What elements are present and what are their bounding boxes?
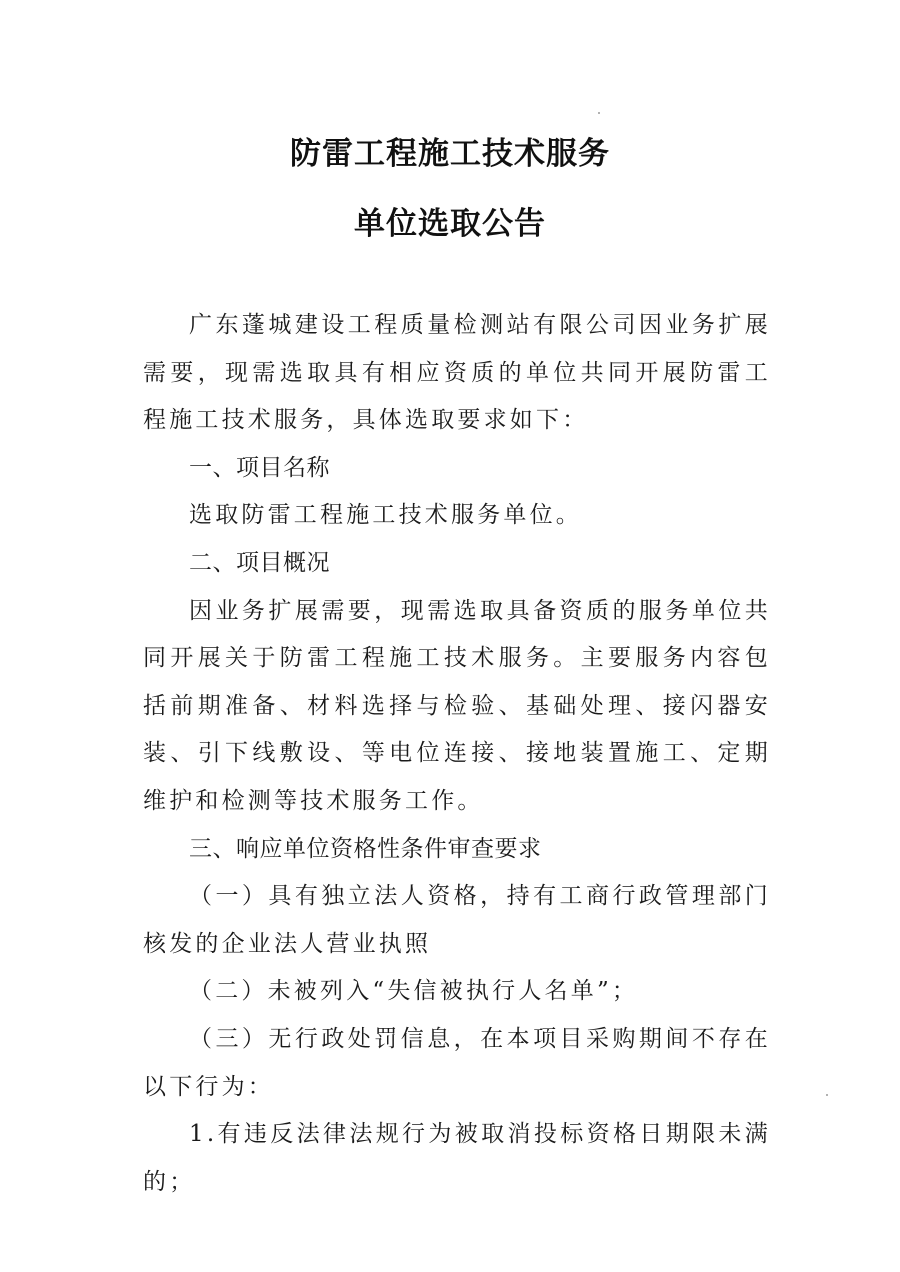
requirement-item-2: （二）未被列入“失信被执行人名单”；	[189, 978, 639, 1005]
scan-speck	[598, 112, 600, 114]
document-title-line-1: 防雷工程施工技术服务	[290, 136, 610, 172]
section-text-project-name: 选取防雷工程施工技术服务单位。	[189, 502, 582, 529]
document-title-line-2: 单位选取公告	[354, 206, 546, 242]
section-heading-project-name: 一、项目名称	[189, 454, 330, 481]
requirement-item-3: （三）无行政处罚信息，在本项目采购期间不存在以下行为：	[143, 1025, 771, 1100]
scan-speck	[826, 1094, 828, 1096]
requirement-item-1: （一）具有独立法人资格，持有工商行政管理部门核发的企业法人营业执照	[143, 883, 771, 957]
prohibited-behavior-item-1: 1.有违反法律法规行为被取消投标资格日期限未满的；	[143, 1121, 771, 1195]
section-heading-qualification: 三、响应单位资格性条件审查要求	[189, 835, 542, 862]
section-heading-project-overview: 二、项目概况	[189, 549, 330, 576]
section-text-project-overview: 因业务扩展需要，现需选取具备资质的服务单位共同开展关于防雷工程施工技术服务。主要服务内容包括前期准备、材料选择与检验、基础处理、接闪器安装、引下线敷设、等电位连接、接地装置施工、定期维护和检测等技术服务工作。	[143, 597, 771, 814]
intro-paragraph: 广东蓬城建设工程质量检测站有限公司因业务扩展需要，现需选取具有相应资质的单位共同开展防雷工程施工技术服务，具体选取要求如下：	[143, 312, 771, 434]
document-body	[143, 302, 771, 1206]
